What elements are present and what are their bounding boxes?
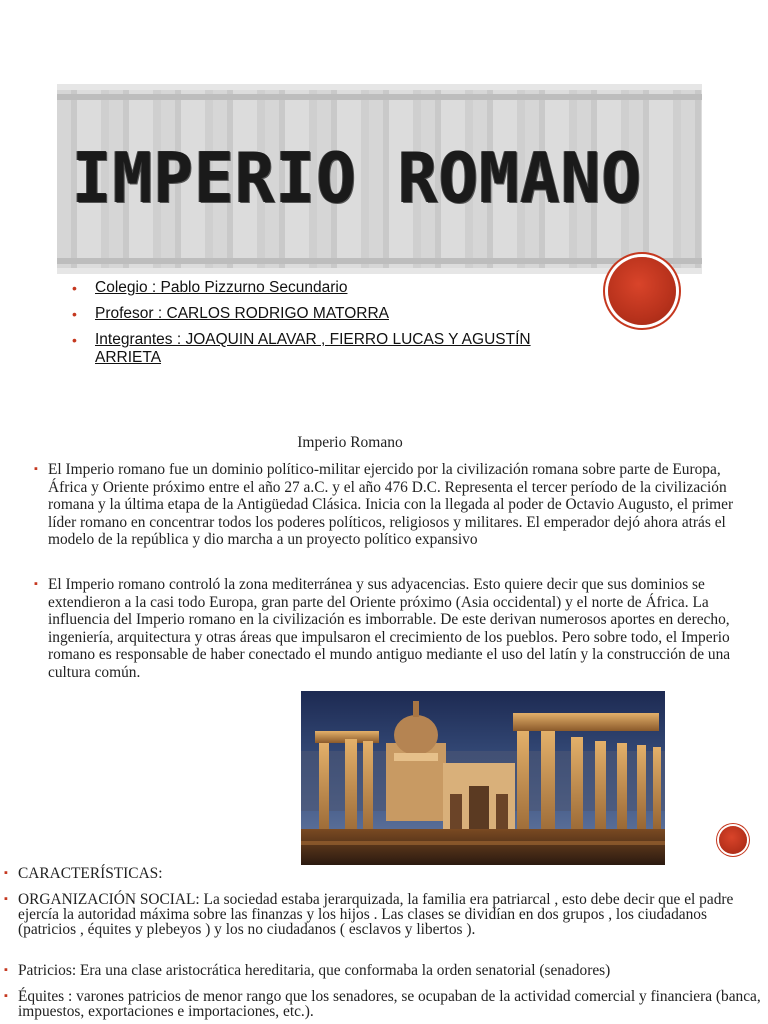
roman-forum-photo [301,691,665,865]
square-bullet-icon: ▪ [4,990,8,1002]
equites-item: ▪ Équites : varones patricios de menor rango que los senadores, se ocupaban de la actividad comercial y financiera (banca, impuestos, exportaciones e importaciones, etc.). [4,988,761,1020]
square-bullet-icon: ▪ [4,893,8,905]
decorative-circle-large [608,257,676,325]
square-bullet-icon: ▪ [34,578,38,590]
square-bullet-icon: ▪ [4,867,8,879]
section-heading: Imperio Romano [297,434,403,451]
info-item-colegio: • Colegio : Pablo Pizzurno Secundario [72,279,348,296]
info-list [72,279,532,375]
bullet-icon: • [72,280,77,296]
bullet-icon: • [72,306,77,322]
social-organization-item: ▪ ORGANIZACIÓN SOCIAL: La sociedad estaba jerarquizada, la familia era patriarcal , esto debe decir que el padre ejercía la autoridad máxima sobre las finanzas y los hijos . Las clases se dividían en dos grupos , los ciudadanos (patricios , équites y plebeyos ) y los no ciudadanos ( esclavos y libertos ). [4,891,734,938]
patricios-item: ▪ Patricios: Era una clase aristocrática hereditaria, que conformaba la orden senatorial (senadores) [4,962,611,979]
info-item-integrantes: • Integrantes : JOAQUIN ALAVAR , FIERRO LUCAS Y AGUSTÍN ARRIETA [72,331,531,366]
decorative-circle-small [719,826,747,854]
paragraph-definition: ▪ El Imperio romano fue un dominio político-militar ejercido por la civilización romana sobre parte de Europa, África y Oriente próximo entre el año 27 a.C. y el año 476 D.C. Representa el tercer período de la civilización romana y la última etapa de la Antigüedad Clásica. Inicia con la llegada al poder de Octavio Augusto, el primer líder romano en concentrar todos los poderes políticos, religiosos y militares. El emperador dejó ahora atrás el modelo de la república y dio marcha a un proyecto político expansivo [34,461,734,549]
characteristics-heading: ▪ CARACTERÍSTICAS: [4,865,163,882]
info-item-profesor: • Profesor : CARLOS RODRIGO MATORRA [72,305,389,322]
page-title: IMPERIO ROMANO [72,138,643,219]
paragraph-influence: ▪ El Imperio romano controló la zona mediterránea y sus adyacencias. Esto quiere decir que sus dominios se extendieron a la casi todo Europa, gran parte del Oriente próximo (Asia occidental) y el norte de África. La influencia del Imperio romano en la civilización es imborrable. De este derivan numerosos aportes en derecho, ingeniería, arquitectura y otras áreas que impulsaron el crecimiento de los pueblos. Pero sobre todo, el Imperio romano es responsable de haber conectado el mundo antiguo mediante el uso del latín y la construcción de una cultura común. [34,576,731,681]
bullet-icon: • [72,332,77,348]
square-bullet-icon: ▪ [34,463,38,475]
square-bullet-icon: ▪ [4,964,8,976]
